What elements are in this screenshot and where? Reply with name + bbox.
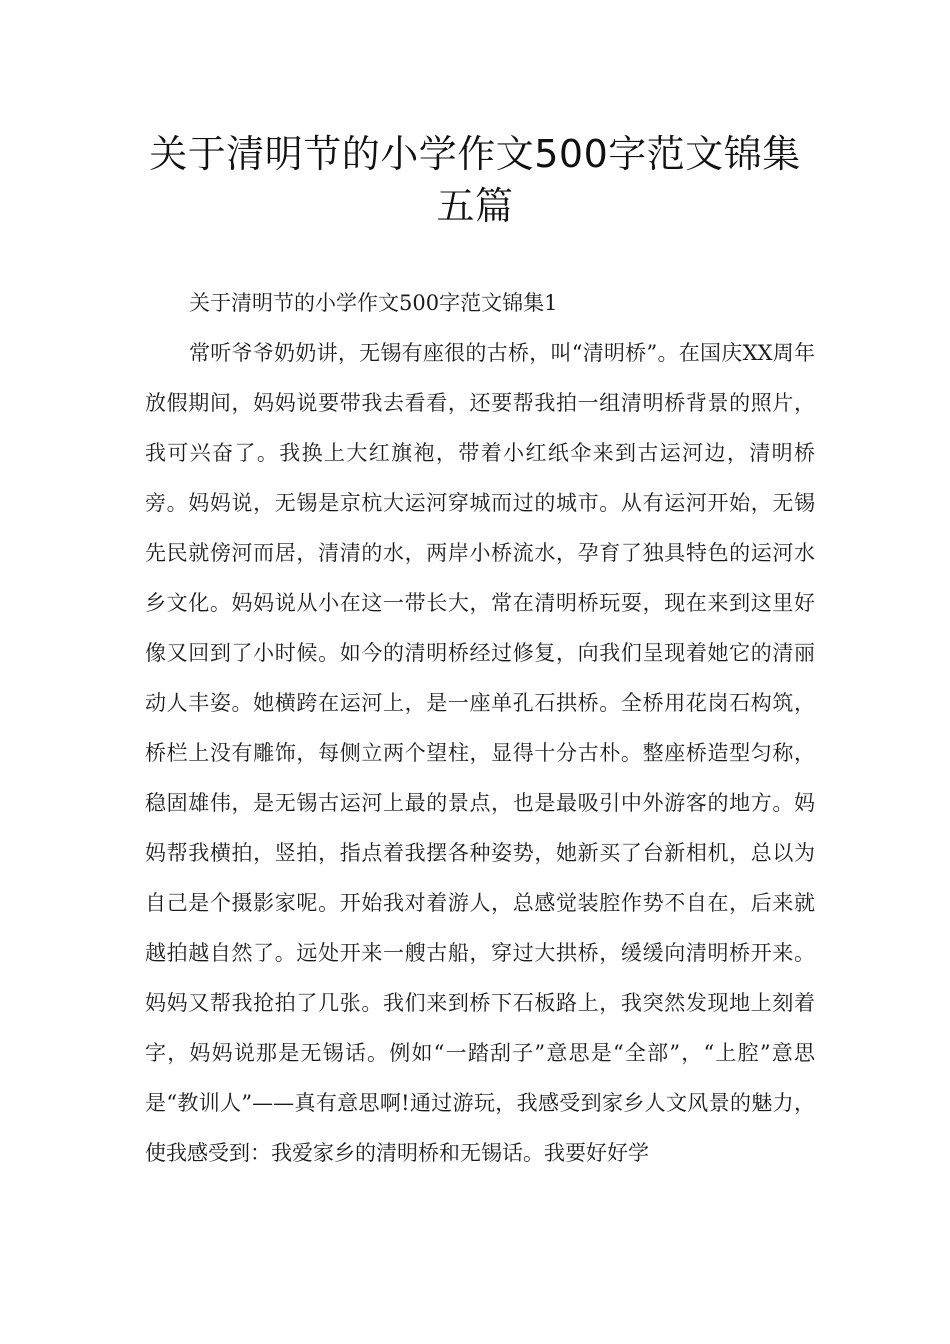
body-paragraph: 常听爷爷奶奶讲，无锡有座很的古桥，叫“清明桥”。在国庆XX周年放假期间，妈妈说要带我去看看，还要帮我拍一组清明桥背景的照片，我可兴奋了。我换上大红旗袍，带着小红纸伞来到古运河边，清明桥旁。妈妈说，无锡是京杭大运河穿城而过的城市。从有运河开始，无锡先民就傍河而居，清清的水，两岸小桥流水，孕育了独具特色的运河水乡文化。妈妈说从小在这一带长大，常在清明桥玩耍，现在来到这里好像又回到了小时候。如今的清明桥经过修复，向我们呈现着她它的清丽动人丰姿。她横跨在运河上，是一座单孔石拱桥。全桥用花岗石构筑，桥栏上没有雕饰，每侧立两个望柱，显得十分古朴。整座桥造型匀称，稳固雄伟，是无锡古运河上最的景点，也是最吸引中外游客的地方。妈妈帮我横拍，竖拍，指点着我摆各种姿势，她新买了台新相机，总以为自己是个摄影家呢。开始我对着游人，总感觉装腔作势不自在，后来就越拍越自然了。远处开来一艘古船，穿过大拱桥，缓缓向清明桥开来。妈妈又帮我抢拍了几张。我们来到桥下石板路上，我突然发现地上刻着字，妈妈说那是无锡话。例如“一踏刮子”意思是“全部”，“上腔”意思是“教训人”——真有意思啊!通过游玩，我感受到家乡人文风景的魅力，使我感受到：我爱家乡的清明桥和无锡话。我要好好学 (145, 341, 815, 1165)
document-title (120, 128, 830, 232)
document-body (145, 278, 815, 1178)
section-heading: 关于清明节的小学作文500字范文锦集1 (189, 291, 558, 315)
document-title-line-1: 关于清明节的小学作文500字范文锦集 (149, 132, 801, 176)
document-title-line-2: 五篇 (436, 184, 514, 228)
